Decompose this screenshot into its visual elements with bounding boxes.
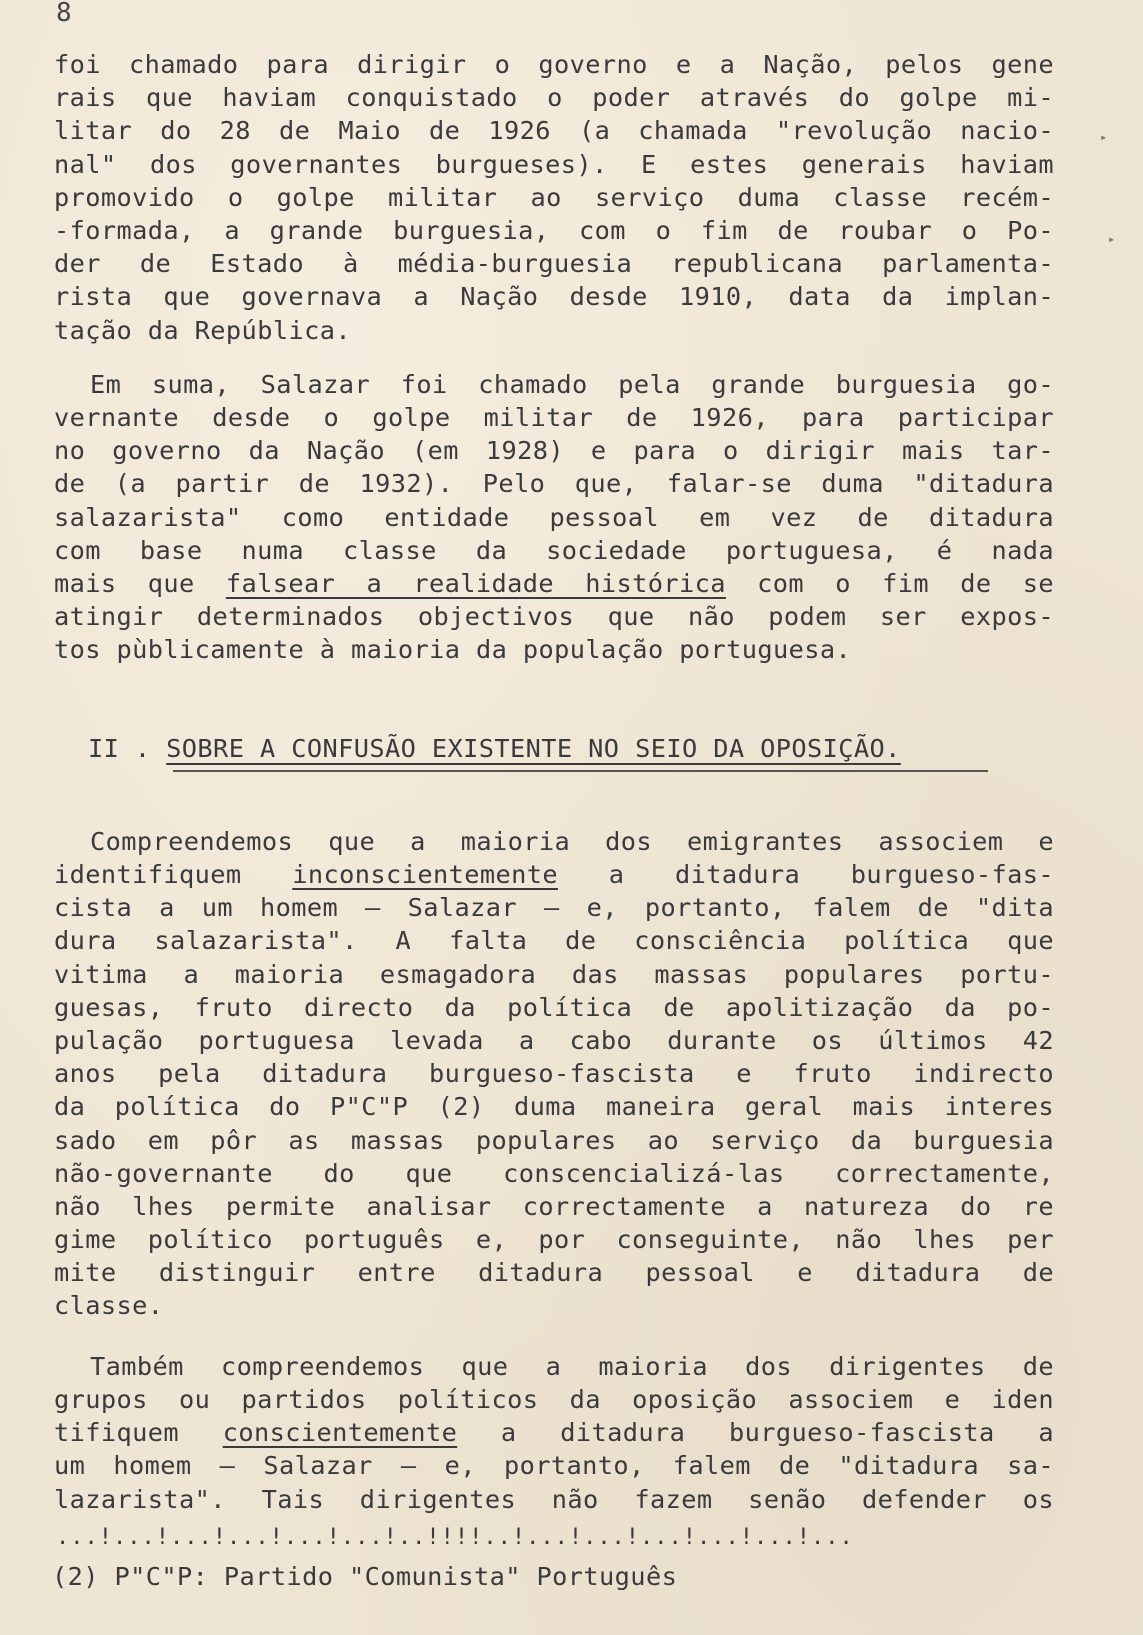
footnote: (2) P"C"P: Partido "Comunista" Português (52, 1562, 678, 1591)
paragraph-4 (90, 1350, 1054, 1383)
heading-underline (173, 770, 988, 772)
text-line: vitima a maioria esmagadora das massas populares portu- (54, 959, 1054, 989)
text-line: com base numa classe da sociedade portuguesa, é nada (54, 535, 1054, 565)
text-line: promovido o golpe militar ao serviço duma classe recém- (54, 182, 1054, 212)
text-line: um homem — Salazar — e, portanto, falem de "ditadura sa- (54, 1451, 1054, 1481)
text-line: Em suma, Salazar foi chamado pela grande burguesia go- (90, 370, 1054, 399)
footnote-separator: ...!...!...!...!...!...!..!!!!..!...!...!...!...!...!... (56, 1525, 854, 1550)
paragraph-2-body (54, 401, 1054, 667)
text-line: vernante desde o golpe militar de 1926, para participar (54, 403, 1054, 432)
paragraph-4-body (54, 1383, 1054, 1516)
text-line: classe. (54, 1291, 164, 1321)
text-line: nal" dos governantes burgueses). E estes generais haviam (54, 149, 1054, 179)
paragraph-3 (90, 825, 1054, 858)
text-line: atingir determinados objectivos que não podem ser expos- (54, 602, 1054, 632)
text-line: cista a um homem — Salazar — e, portanto, falem de "dita (54, 893, 1054, 923)
text-line: tação da República. (54, 315, 351, 345)
paragraph-2 (90, 368, 1054, 401)
section-title: SOBRE A CONFUSÃO EXISTENTE NO SEIO DA OPOSIÇÃO. (166, 734, 901, 763)
text-line: da política do P"C"P (2) duma maneira geral mais interes (54, 1092, 1054, 1122)
text-line: litar do 28 de Maio de 1926 (a chamada "revolução nacio- (54, 116, 1054, 146)
text-line: salazarista" como entidade pessoal em vez de ditadura (54, 502, 1054, 532)
text-line: no governo da Nação (em 1928) e para o dirigir mais tar- (54, 436, 1054, 466)
underlined-phrase: falsear a realidade histórica (225, 568, 726, 598)
text-line: tifiquem conscientemente a ditadura burgueso-fascista a (54, 1418, 1055, 1448)
text-line: sado em pôr as massas populares ao serviço da burguesia (54, 1125, 1054, 1155)
section-heading (88, 734, 901, 763)
text-line: não lhes permite analisar correctamente a natureza do re (54, 1191, 1054, 1221)
margin-mark: ▸ (1100, 130, 1108, 144)
text-line: rais que haviam conquistado o poder através do golpe mi- (54, 83, 1054, 113)
text-line: lazarista". Tais dirigentes não fazem senão defender os (54, 1484, 1054, 1514)
paragraph-1 (54, 48, 1054, 347)
margin-mark: ▸ (1108, 232, 1116, 246)
text-line: grupos ou partidos políticos da oposição associem e iden (54, 1385, 1054, 1414)
text-line: anos pela ditadura burgueso-fascista e fruto indirecto (54, 1059, 1054, 1089)
paragraph-3-body (54, 858, 1054, 1323)
text-line: dura salazarista". A falta de consciência política que (54, 926, 1054, 956)
underlined-phrase: conscientemente (222, 1418, 458, 1448)
text-line: Também compreendemos que a maioria dos dirigentes de (90, 1352, 1054, 1381)
page-number: 8 (56, 0, 72, 28)
text-line: mais que falsear a realidade histórica com o fim de se (54, 568, 1054, 598)
text-line: guesas, fruto directo da política de apolitização da po- (54, 992, 1054, 1022)
text-line: não-governante do que conscencializá-las correctamente, (54, 1158, 1054, 1188)
section-number: II . (88, 734, 151, 763)
text-line: Compreendemos que a maioria dos emigrantes associem e (90, 827, 1054, 856)
text-line: der de Estado à média-burguesia republicana parlamenta- (54, 249, 1054, 279)
text-line: -formada, a grande burguesia, com o fim de roubar o Po- (54, 215, 1054, 245)
text-line: de (a partir de 1932). Pelo que, falar-se duma "ditadura (54, 469, 1054, 499)
underlined-phrase: inconscientemente (292, 860, 558, 889)
text-line: rista que governava a Nação desde 1910, data da implan- (54, 282, 1054, 312)
text-line: tos pùblicamente à maioria da população portuguesa. (54, 635, 852, 665)
text-line: mite distinguir entre ditadura pessoal e ditadura de (54, 1258, 1054, 1288)
text-line: gime político português e, por conseguinte, não lhes per (54, 1225, 1054, 1255)
text-line: pulação portuguesa levada a cabo durante os últimos 42 (54, 1025, 1054, 1055)
text-line: foi chamado para dirigir o governo e a Nação, pelos gene (54, 50, 1054, 79)
text-line: identifiquem inconscientemente a ditadura burgueso-fas- (54, 860, 1054, 889)
